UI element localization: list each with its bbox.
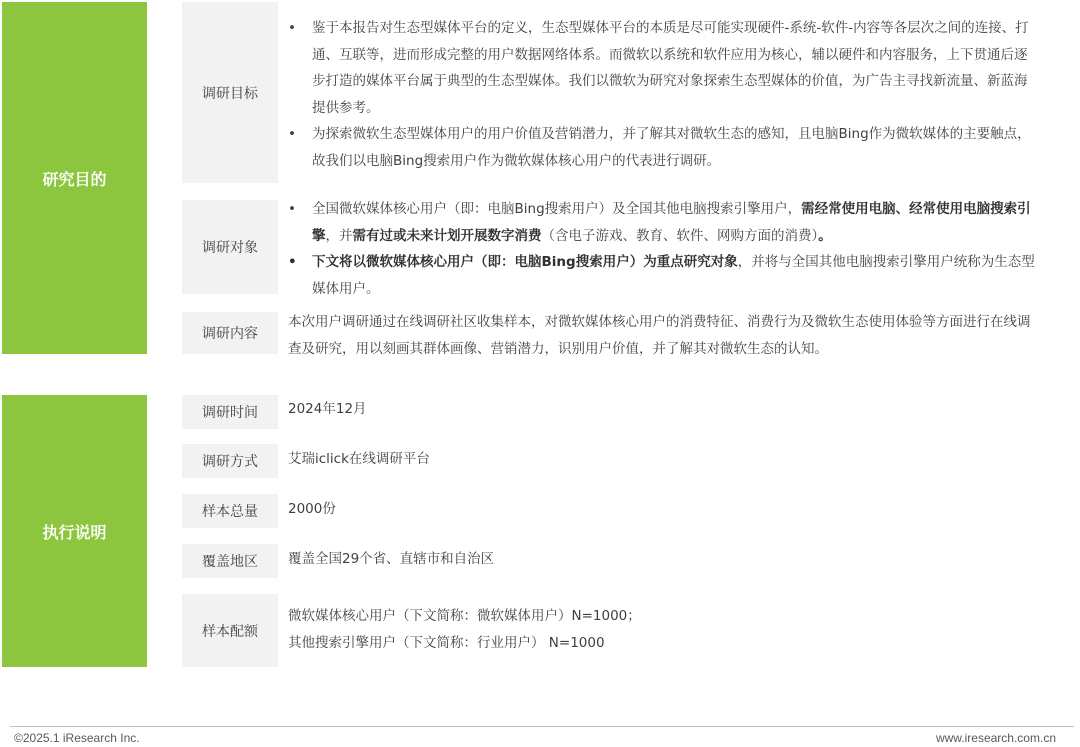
label-research-target: 调研对象 <box>182 200 278 294</box>
bullet-icon: • <box>288 20 296 36</box>
list-item <box>288 196 1038 249</box>
research-target-content <box>288 196 1038 302</box>
goal-bullet-2: 为探索微软生态型媒体用户的用户价值及营销潜力，并了解其对微软生态的感知，且电脑Bing作为微软媒体的主要触点，故我们以电脑Bing搜索用户作为微软媒体核心用户的代表进行调研。 <box>312 126 1031 169</box>
goal-bullet-1: 鉴于本报告对生态型媒体平台的定义，生态型媒体平台的本质是尽可能实现硬件-系统-软件-内容等各层次之间的连接、打通、互联等，进而形成完整的用户数据网络体系。而微软以系统和软件应用为核心，辅以硬件和内容服务，上下贯通后逐步打造的媒体平台属于典型的生态型媒体。我们以微软为研究对象探索生态型媒体的价值，为广告主寻找新流量、新蓝海提供参考。 <box>312 20 1029 116</box>
section-title-execution-notes: 执行说明 <box>42 522 107 542</box>
label-sample-total: 样本总量 <box>182 494 278 528</box>
value-coverage-area: 覆盖全国29个省、直辖市和自治区 <box>288 551 495 567</box>
research-content-text: 本次用户调研通过在线调研社区收集样本，对微软媒体核心用户的消费特征、消费行为及微软生态使用体验等方面进行在线调查及研究，用以刻画其群体画像、营销潜力，识别用户价值，并了解其对微软生态的认知。 <box>288 314 1031 357</box>
label-coverage-area: 覆盖地区 <box>182 544 278 578</box>
value-survey-time: 2024年12月 <box>288 401 367 417</box>
label-survey-time: 调研时间 <box>182 395 278 429</box>
footer-url: www.iresearch.com.cn <box>935 731 1056 745</box>
section-title-research-purpose: 研究目的 <box>42 169 107 189</box>
footer-divider <box>10 726 1074 727</box>
footer-copyright: ©2025.1 iResearch Inc. <box>14 731 140 745</box>
label-research-content: 调研内容 <box>182 312 278 354</box>
target-bullet-2: 下文将以微软媒体核心用户（即：电脑Bing搜索用户）为重点研究对象，并将与全国其他电脑搜索引擎用户统称为生态型媒体用户。 <box>312 254 1035 297</box>
value-quota-line-1: 微软媒体核心用户（下文简称：微软媒体用户）N=1000； <box>288 608 641 624</box>
value-sample-total: 2000份 <box>288 501 336 517</box>
value-survey-method: 艾瑞iclick在线调研平台 <box>288 451 430 467</box>
section-execution-notes <box>2 395 147 667</box>
bullet-icon: • <box>288 201 296 217</box>
bullet-icon: • <box>288 126 296 142</box>
target-bullet-1: 全国微软媒体核心用户（即：电脑Bing搜索用户）及全国其他电脑搜索引擎用户，需经常使用电脑、经常使用电脑搜索引擎，并需有过或未来计划开展数字消费（含电子游戏、教育、软件、网购方面的消费）。 <box>312 201 1031 244</box>
value-quota-line-2: 其他搜索引擎用户（下文简称：行业用户） N=1000 <box>288 635 605 651</box>
label-sample-quota: 样本配额 <box>182 594 278 667</box>
research-goal-content <box>288 15 1038 174</box>
list-item <box>288 249 1038 302</box>
bullet-icon: • <box>288 254 297 270</box>
list-item <box>288 121 1038 174</box>
section-research-purpose <box>2 2 147 354</box>
label-research-goal: 调研目标 <box>182 2 278 183</box>
list-item <box>288 15 1038 121</box>
label-survey-method: 调研方式 <box>182 444 278 478</box>
